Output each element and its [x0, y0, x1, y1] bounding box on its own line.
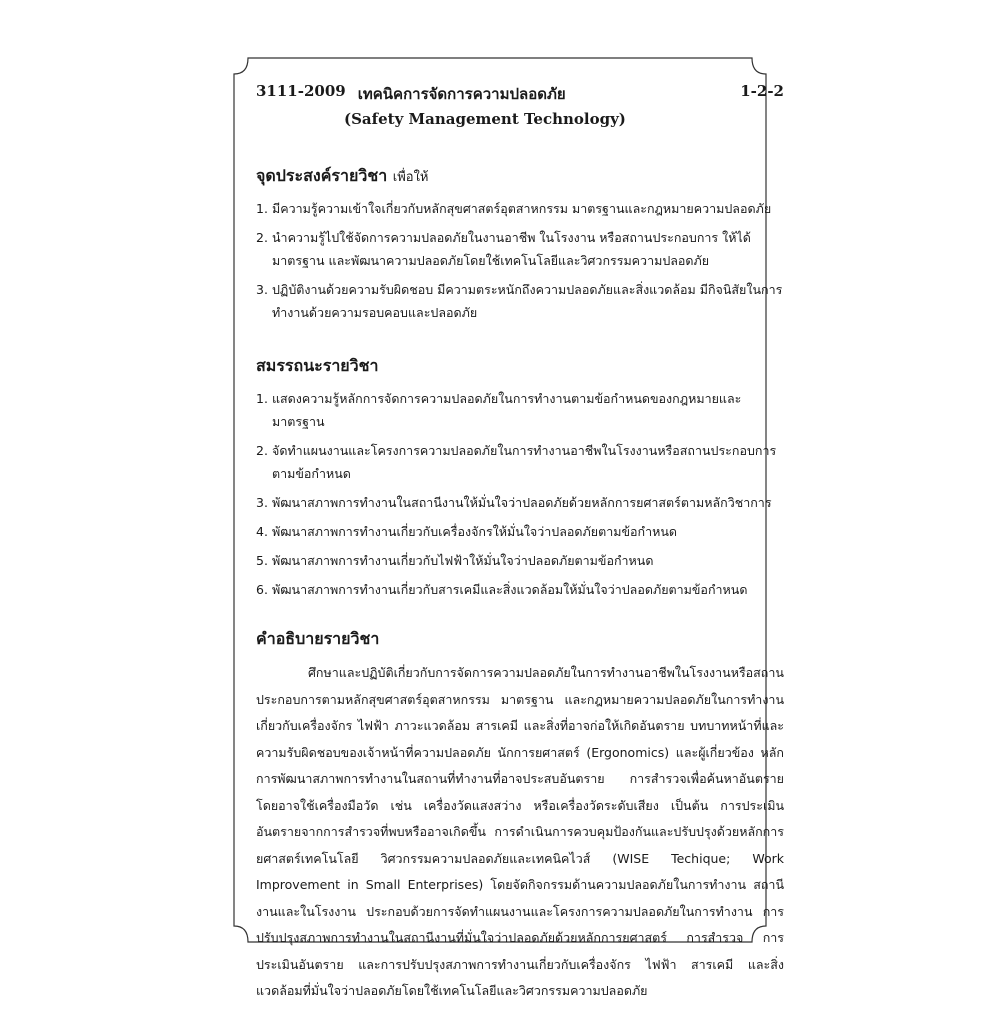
course-credits: 1-2-2 [740, 82, 784, 100]
list-item [256, 226, 784, 272]
item-text: ปฏิบัติงานด้วยความรับผิดชอบ มีความตระหนักถึงความปลอดภัยและสิ่งแวดล้อม มีกิจนิสัยในการทำงานด้วยความรอบคอบและปลอดภัย [272, 282, 783, 320]
description-heading: คำอธิบายรายวิชา [256, 629, 380, 648]
description-section [256, 627, 784, 1005]
list-item [256, 439, 784, 485]
item-number: 1. [256, 201, 268, 216]
description-text: ศึกษาและปฏิบัติเกี่ยวกับการจัดการความปลอดภัยในการทำงานอาชีพในโรงงานหรือสถานประกอบการตามหลักสุขศาสตร์อุตสาหกรรม มาตรฐาน และกฎหมายความปลอดภัยในการทำงานเกี่ยวกับเครื่องจักร ไฟฟ้า ภาวะแวดล้อม สารเคมี และสิ่งที่อาจก่อให้เกิดอันตราย บทบาทหน้าที่และความรับผิดชอบของเจ้าหน้าที่ความปลอดภัย นักการยศาสตร์ (Ergonomics) และผู้เกี่ยวข้อง หลักการพัฒนาสภาพการทำงานในสถานที่ทำงานที่อาจประสบอันตราย การสำรวจเพื่อค้นหาอันตรายโดยอาจใช้เครื่องมือวัด เช่น เครื่องวัดแสงสว่าง หรือเครื่องวัดระดับเสียง เป็นต้น การประเมินอันตรายจากการสำรวจที่พบหรืออาจเกิดขึ้น การดำเนินการควบคุมป้องกันและปรับปรุงด้วยหลักการยศาสตร์เทคโนโลยี วิศวกรรมความปลอดภัยและเทคนิคไวส์ (WISE Techique; Work Improvement in Small Enterprises) โดยจัดกิจกรรมด้านความปลอดภัยในการทำงาน สถานีงานและในโรงงาน ประกอบด้วยการจัดทำแผนงานและโครงการความปลอดภัยในการทำงาน การปรับปรุงสภาพการทำงานในสถานีงานที่มั่นใจว่าปลอดภัยด้วยหลักการยศาสตร์ การสำรวจ การประเมินอันตราย และการปรับปรุงสภาพการทำงานเกี่ยวกับเครื่องจักร ไฟฟ้า สารเคมี และสิ่งแวดล้อมที่มั่นใจว่าปลอดภัยโดยใช้เทคโนโลยีและวิศวกรรมความปลอดภัย [256, 665, 784, 998]
item-number: 2. [256, 230, 268, 245]
list-item [256, 578, 784, 601]
objectives-section [256, 164, 784, 324]
item-number: 6. [256, 582, 268, 597]
list-item [256, 197, 784, 220]
item-text: พัฒนาสภาพการทำงานเกี่ยวกับสารเคมีและสิ่งแวดล้อมให้มั่นใจว่าปลอดภัยตามข้อกำหนด [272, 582, 748, 597]
item-number: 1. [256, 391, 268, 406]
item-number: 4. [256, 524, 268, 539]
objectives-heading [256, 164, 784, 189]
item-text: จัดทำแผนงานและโครงการความปลอดภัยในการทำงานอาชีพในโรงงานหรือสถานประกอบการตามข้อกำหนด [272, 443, 777, 481]
item-text: นำความรู้ไปใช้จัดการความปลอดภัยในงานอาชีพ ในโรงงาน หรือสถานประกอบการ ให้ได้มาตรฐาน และพัฒนาความปลอดภัยโดยใช้เทคโนโลยีและวิศวกรรมความปลอดภัย [272, 230, 751, 268]
list-item [256, 549, 784, 572]
course-title-th: เทคนิคการจัดการความปลอดภัย [357, 85, 566, 103]
item-text: พัฒนาสภาพการทำงานเกี่ยวกับไฟฟ้าให้มั่นใจว่าปลอดภัยตามข้อกำหนด [272, 553, 654, 568]
course-page [256, 82, 784, 1017]
objectives-heading-text: จุดประสงค์รายวิชา [256, 166, 388, 185]
list-item [256, 491, 784, 514]
objectives-heading-suffix: เพื่อให้ [392, 170, 429, 185]
item-text: มีความรู้ความเข้าใจเกี่ยวกับหลักสุขศาสตร์อุตสาหกรรม มาตรฐานและกฎหมายความปลอดภัย [272, 201, 772, 216]
course-header [256, 82, 784, 106]
competencies-section [256, 354, 784, 601]
item-text: พัฒนาสภาพการทำงานเกี่ยวกับเครื่องจักรให้มั่นใจว่าปลอดภัยตามข้อกำหนด [272, 524, 677, 539]
course-code: 3111-2009 [256, 82, 346, 100]
item-number: 3. [256, 282, 268, 297]
list-item [256, 278, 784, 324]
item-text: พัฒนาสภาพการทำงานในสถานีงานให้มั่นใจว่าปลอดภัยด้วยหลักการยศาสตร์ตามหลักวิชาการ [272, 495, 772, 510]
objectives-list [256, 197, 784, 324]
competencies-heading: สมรรถนะรายวิชา [256, 356, 379, 375]
item-number: 5. [256, 553, 268, 568]
item-number: 2. [256, 443, 268, 458]
item-number: 3. [256, 495, 268, 510]
list-item [256, 520, 784, 543]
course-title-en: (Safety Management Technology) [344, 110, 626, 128]
item-text: แสดงความรู้หลักการจัดการความปลอดภัยในการทำงานตามข้อกำหนดของกฎหมายและมาตรฐาน [272, 391, 742, 429]
competencies-list [256, 387, 784, 601]
list-item [256, 387, 784, 433]
